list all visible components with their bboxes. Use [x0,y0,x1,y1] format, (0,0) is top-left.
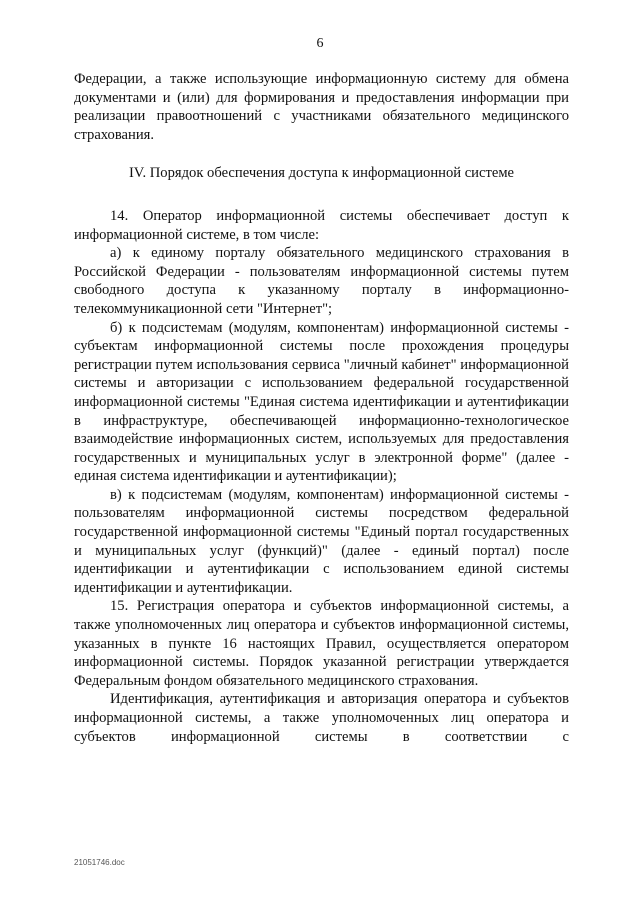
paragraph-identification: Идентификация, аутентификация и авторизация оператора и субъектов информационной системы, а также уполномоченных лиц оператора и субъектов информационной системы в соответствии с [74,691,569,745]
page-number: 6 [316,36,324,51]
document-filename: 21051746.doc [74,858,125,867]
paragraph-15: 15. Регистрация оператора и субъектов информационной системы, а также уполномоченных лиц оператора и субъектов информационной системы, указанных в пункте 16 настоящих Правил, осуществляется оператором информационной системы. Порядок указанной регистрации утверждается Федеральным фондом обязательного медицинского страхования. [74,598,569,689]
section-heading: IV. Порядок обеспечения доступа к информационной системе [128,165,515,182]
paragraph-continuation: Федерации, а также использующие информационную систему для обмена документами и (или) для формирования и предоставления информации при реализации правоотношений с участниками обязательного медицинского страхования. [74,71,569,143]
document-body [74,70,569,746]
paragraph-14-b: б) к подсистемам (модулям, компонентам) информационной системы - субъектам информационной системы после прохождения процедуры регистрации путем использования сервиса "личный кабинет" информационной системы и авторизации с использованием федеральной государственной информационной системы "Единая система идентификации и аутентификации в инфраструктуре, обеспечивающей информационно-технологическое взаимодействие информационных систем, используемых для предоставления государственных и муниципальных услуг в электронной форме" (далее - единая система идентификации и аутентификации); [74,319,569,485]
paragraph-14-v: в) к подсистемам (модулям, компонентам) информационной системы - пользователям информационной системы посредством федеральной государственной информационной системы "Единый портал государственных и муниципальных услуг (функций)" (далее - единый портал) после идентификации и аутентификации с использованием единой системы идентификации и аутентификации. [74,486,569,596]
paragraph-14: 14. Оператор информационной системы обеспечивает доступ к информационной системе, в том числе: [74,207,569,243]
paragraph-14-a: а) к единому порталу обязательного медицинского страхования в Российской Федерации - пользователям информационной системы путем свободного доступа к указанному порталу в информационно-телекоммуникационной сети "Интернет"; [74,245,569,317]
